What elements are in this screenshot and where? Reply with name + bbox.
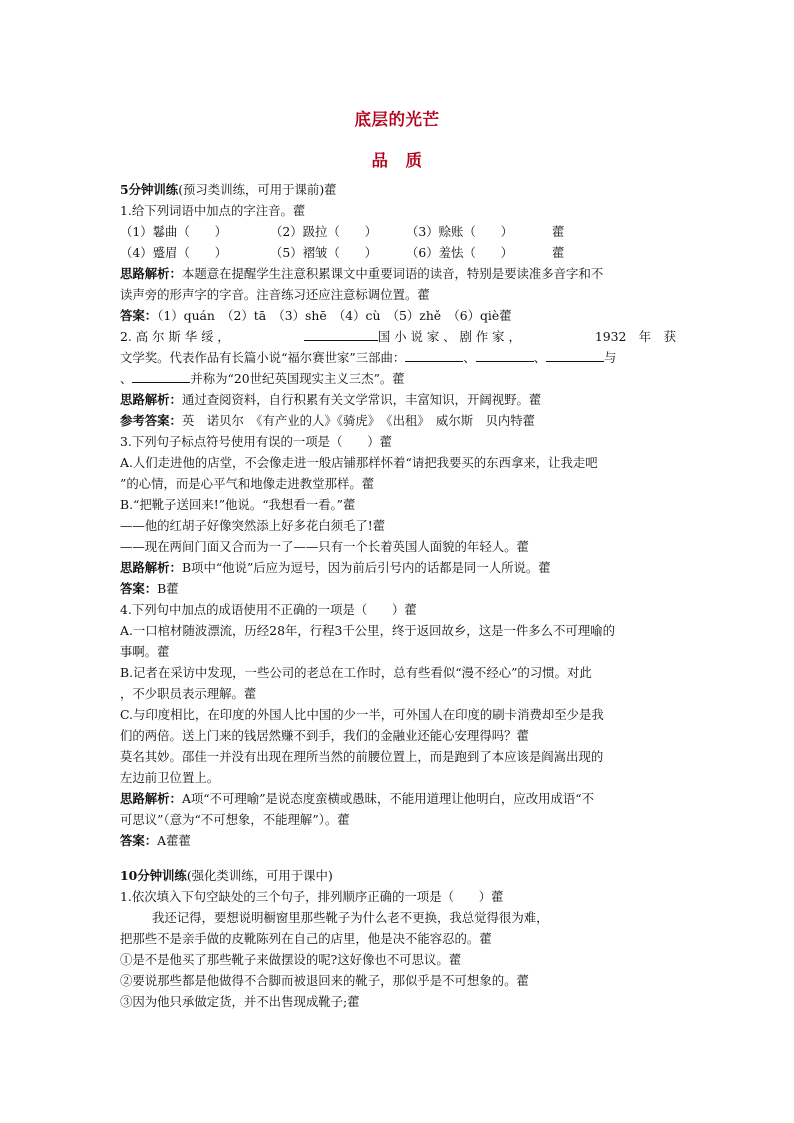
q3-analysis: 思路解析：B项中“他说”后应为逗号，因为前后引号内的话都是同一人所说。藿 [120, 560, 551, 575]
q1-row-2: （4）蹙眉（ ） （5）褶皱（ ） （6）羞怯（ ） 藿 [120, 245, 565, 260]
para-mark: 藿 [324, 182, 337, 197]
q1-answer: 答案：（1）quán （2）tā （3）shē （4）cù （5）zhě （6）qiè藿 [120, 308, 512, 323]
s2-q1-stem: 1.依次填入下句空缺处的三个句子，排列顺序正确的一项是（ ）藿 [120, 889, 504, 904]
q2-stem: 2. 高 尔 斯 华 绥 ， 国 小 说 家 、 剧 作 家 ， 1932 年 获 [120, 329, 676, 344]
q1-analysis-line-2: 读声旁的形声字的字音。注音练习还应注意标调位置。藿 [120, 287, 430, 302]
q3-option-a-1: A.人们走进他的店堂，不会像走进一般店铺那样怀着“请把我要买的东西拿来，让我走吧 [120, 455, 598, 470]
q1-analysis-line-1: 思路解析：本题意在提醒学生注意积累课文中重要词语的读音，特别是要读准多音字和不 [120, 266, 604, 281]
q2-answer: 参考答案：英 诺贝尔 《有产业的人》《骑虎》 《出租》 威尔斯 贝内特藿 [120, 413, 536, 428]
q2-analysis: 思路解析：通过查阅资料，自行积累有关文学常识，丰富知识，开阔视野。藿 [120, 392, 542, 407]
q4-option-b-2: ，不少职员表示理解。藿 [120, 686, 257, 701]
q3-option-b-2: ——他的红胡子好像突然添上好多花白须毛了!藿 [120, 518, 386, 533]
q4-option-d-1: 莫名其妙。邵佳一并没有出现在理所当然的前腰位置上，而是跑到了本应该是阎嵩出现的 [120, 749, 604, 764]
q2-line-2: 文学奖。代表作品有长篇小说“福尔赛世家”三部曲： 、 、 与 [120, 350, 617, 365]
q4-answer: 答案：A藿藿 [120, 833, 191, 848]
q1-stem: 1.给下列词语中加点的字注音。藿 [120, 203, 306, 218]
q2-blank-3[interactable] [476, 348, 534, 362]
q4-analysis-line-2: 可思议”（意为“不可想象，不能理解”）。藿 [120, 812, 350, 827]
document-title: 底层的光芒 [354, 110, 440, 129]
q3-option-a-2: ”的心情，而是心平气和地像走进教堂那样。藿 [120, 476, 375, 491]
section-1-heading [120, 180, 676, 200]
s2-q1-passage-2: 把那些不是亲手做的皮靴陈列在自己的店里，他是决不能容忍的。藿 [120, 931, 492, 946]
s2-q1-passage-1: 我还记得，要想说明橱窗里那些靴子为什么老不更换，我总觉得很为难， [152, 910, 549, 925]
q2-blank-2[interactable] [405, 348, 463, 362]
document-subtitle: 品 质 [371, 151, 423, 170]
q2-blank-5[interactable] [132, 369, 190, 383]
section-1-note: (预习类训练，可用于课前) [178, 182, 325, 197]
q4-option-c-2: 们的两倍。送上门来的钱居然赚不到手，我们的金融业还能心安理得吗？藿 [120, 728, 529, 743]
q3-stem: 3.下列句子标点符号使用有误的一项是（ ）藿 [120, 434, 393, 449]
q4-option-a-2: 事啊。藿 [120, 644, 170, 659]
q4-analysis-line-1: 思路解析：A项“不可理喻”是说态度蛮横或愚昧，不能用道理让他明白，应改用成语“不 [120, 791, 595, 806]
q4-option-b-1: B.记者在采访中发现，一些公司的老总在工作时，总有些看似“漫不经心”的习惯。对此 [120, 665, 592, 680]
s2-q1-option-1: ①是不是他买了那些靴子来做摆设的呢?这好像也不可思议。藿 [120, 952, 462, 967]
q2-blank-4[interactable] [546, 348, 604, 362]
section-2-title: 10分钟训练 [120, 868, 187, 883]
section-2-heading [120, 866, 676, 886]
q3-option-b-1: B.“把靴子送回来!”他说。“我想看一看。”藿 [120, 497, 356, 512]
q2-line-3: 、 并称为“20世纪英国现实主义三杰”。藿 [120, 371, 405, 386]
q1-row-1: （1）鬈曲（ ） （2）趿拉（ ） （3）赊账（ ） 藿 [120, 224, 565, 239]
s2-q1-option-3: ③因为他只承做定货，并不出售现成靴子;藿 [120, 994, 360, 1009]
q4-stem: 4.下列句中加点的成语使用不正确的一项是（ ）藿 [120, 602, 417, 617]
q3-answer: 答案：B藿 [120, 581, 179, 596]
q4-option-a-1: A.一口棺材随波漂流，历经28年，行程3千公里，终于返回故乡，这是一件多么不可理喻的 [120, 623, 615, 638]
q4-option-d-2: 左边前卫位置上。 [120, 770, 220, 785]
section-2-note: (强化类训练，可用于课中) [186, 868, 333, 883]
section-1-title: 5分钟训练 [120, 182, 179, 197]
s2-q1-option-2: ②要说那些都是他做得不合脚而被退回来的靴子，那似乎是不可想象的。藿 [120, 973, 529, 988]
q2-blank-1[interactable] [304, 327, 378, 341]
q4-option-c-1: C.与印度相比，在印度的外国人比中国的少一半，可外国人在印度的刷卡消费却至少是我 [120, 707, 604, 722]
q3-option-b-3: ——现在两间门面又合而为一了——只有一个长着英国人面貌的年轻人。藿 [120, 539, 529, 554]
